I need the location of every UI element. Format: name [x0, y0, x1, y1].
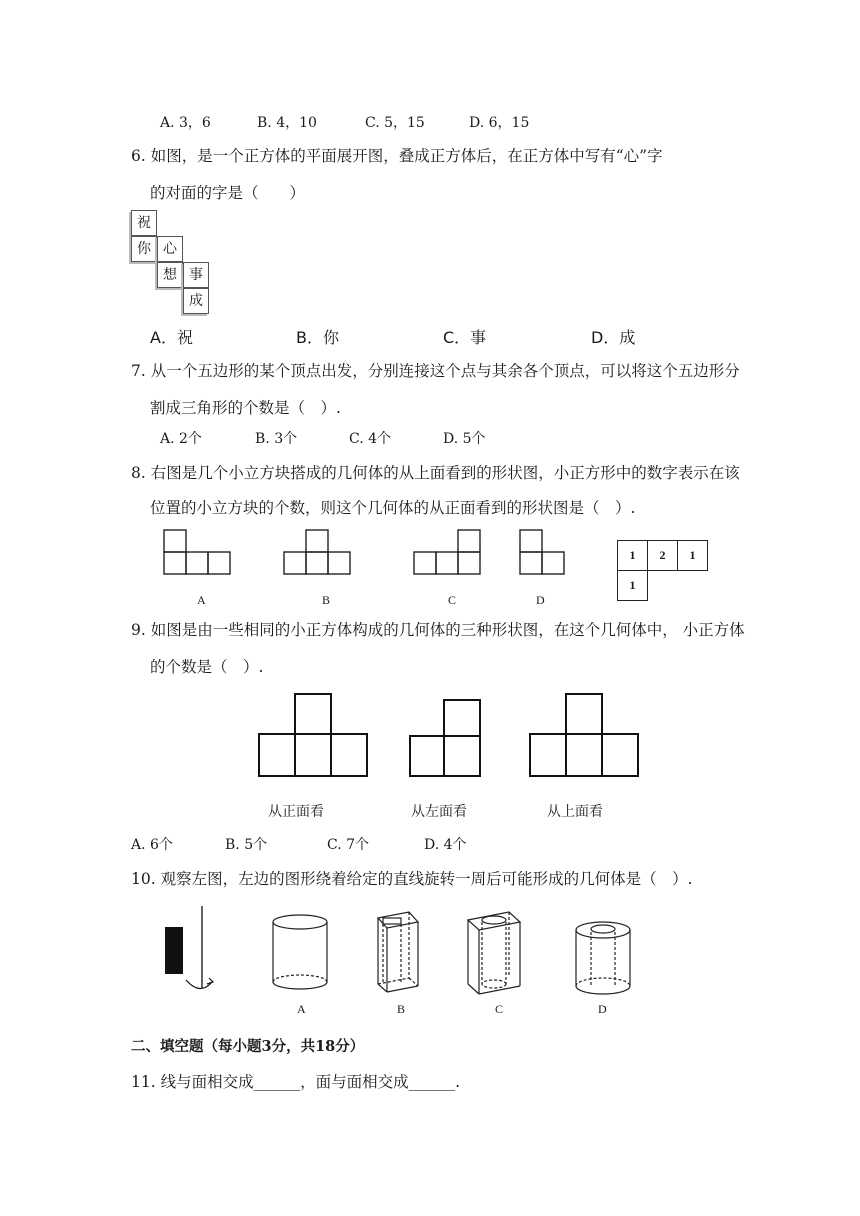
- q7-stem-line2: 割成三角形的个数是（ ）.: [150, 399, 341, 417]
- q8-option-figures: [0, 520, 860, 610]
- cube-net-figure: [131, 210, 221, 316]
- q9-top-view: [530, 694, 638, 776]
- q10-label-a: A: [297, 1002, 306, 1016]
- q6-option-a: A．祝: [150, 328, 193, 347]
- q9-option-b: B. 5个: [225, 837, 268, 853]
- q6-option-b: B．你: [296, 328, 339, 347]
- hollow-cylinder-d: [576, 922, 630, 994]
- q9-front-view: [259, 694, 367, 776]
- q8-stem-line2: 位置的小立方块的个数，则这个几何体的从正面看到的形状图是（ ）.: [150, 499, 636, 517]
- q6-stem-line2: 的对面的字是（ ）: [150, 184, 306, 202]
- q8-top-view-grid: [617, 540, 713, 604]
- square-with-hole-c: [468, 912, 520, 994]
- square-tube-b: [378, 912, 418, 992]
- q7-stem-line1: 7. 从一个五边形的某个顶点出发，分别连接这个点与其余各个顶点，可以将这个五边形分: [131, 362, 740, 380]
- q6-stem-line1: 6. 如图，是一个正方体的平面展开图，叠成正方体后，在正方体中写有“心”字: [131, 147, 663, 165]
- q6-option-c: C．事: [443, 328, 487, 347]
- q5-option-a: A. 3，6: [160, 115, 211, 131]
- section-heading: 二、填空题（每小题3分，共18分）: [131, 1038, 365, 1055]
- q7-option-a: A. 2个: [160, 431, 202, 447]
- q9-view-label-front: 从正面看: [268, 804, 324, 820]
- rotation-figure: [165, 906, 213, 989]
- q11-stem: 11. 线与面相交成______，面与面相交成______.: [131, 1073, 461, 1091]
- q9-left-view: [410, 700, 480, 776]
- q5-option-b: B. 4，10: [257, 115, 317, 131]
- q8-figure-b: [284, 530, 350, 574]
- q10-stem-line1: 10. 观察左图，左边的图形绕着给定的直线旋转一周后可能形成的几何体是（ ）.: [131, 870, 693, 888]
- net-cell-5: 事: [183, 262, 209, 288]
- net-cell-6: 成: [183, 288, 209, 314]
- net-cell-1: 祝: [131, 210, 157, 236]
- q10-figures: [0, 900, 860, 1020]
- q10-label-d: D: [598, 1002, 607, 1016]
- q5-option-d: D. 6，15: [469, 115, 530, 131]
- q8-label-c: C: [448, 593, 457, 607]
- net-cell-4: 想: [157, 262, 183, 288]
- q9-three-views: [0, 690, 860, 790]
- net-cell-3: 心: [157, 236, 183, 262]
- net-cell-2: 你: [131, 236, 157, 262]
- q9-option-a: A. 6个: [131, 837, 173, 853]
- grid-cell: 1: [677, 540, 708, 571]
- q7-option-d: D. 5个: [443, 431, 486, 447]
- grid-cell: 1: [617, 540, 648, 571]
- q9-option-c: C. 7个: [327, 837, 370, 853]
- q9-option-d: D. 4个: [424, 837, 467, 853]
- q8-figure-a: [164, 530, 230, 574]
- cylinder-a: [273, 915, 327, 989]
- q8-stem-line1: 8. 右图是几个小立方块搭成的几何体的从上面看到的形状图，小正方形中的数字表示在该: [131, 464, 740, 482]
- grid-cell: 2: [647, 540, 678, 571]
- q10-label-c: C: [495, 1002, 504, 1016]
- q10-label-b: B: [397, 1002, 406, 1016]
- q6-option-d: D．成: [591, 328, 636, 347]
- q8-label-a: A: [197, 593, 206, 607]
- q8-figure-c: [414, 530, 480, 574]
- q7-option-b: B. 3个: [255, 431, 298, 447]
- q5-option-c: C. 5，15: [365, 115, 425, 131]
- q8-label-d: D: [536, 593, 545, 607]
- q7-option-c: C. 4个: [349, 431, 392, 447]
- q9-stem-line1: 9. 如图是由一些相同的小正方体构成的几何体的三种形状图，在这个几何体中， 小正方体: [131, 621, 745, 639]
- q8-figure-d: [520, 530, 564, 574]
- q8-label-b: B: [322, 593, 331, 607]
- grid-cell: 1: [617, 570, 648, 601]
- q9-view-label-left: 从左面看: [411, 804, 467, 820]
- q9-view-label-top: 从上面看: [547, 804, 603, 820]
- q9-stem-line2: 的个数是（ ）.: [150, 658, 264, 676]
